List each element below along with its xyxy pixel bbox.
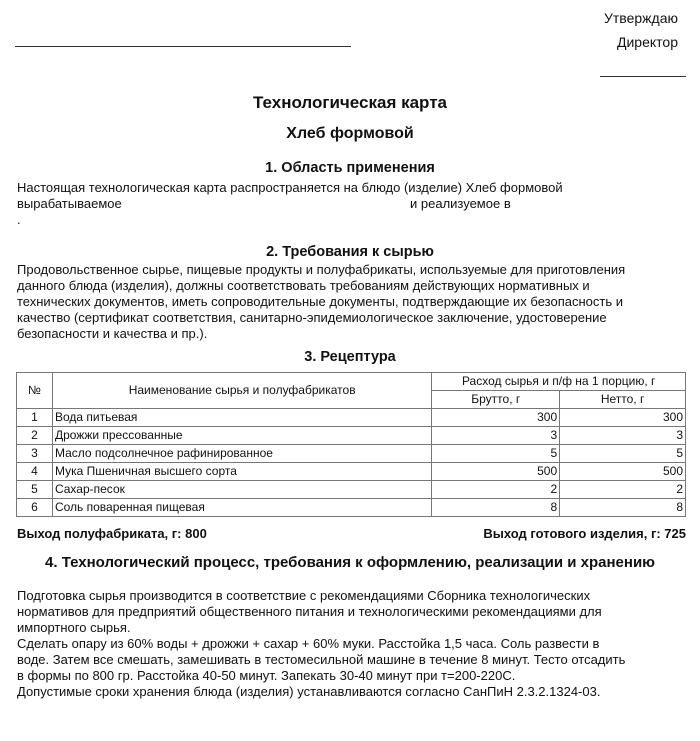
section-2-text: технических документов, иметь сопроводительные документы, подтверждающие их безопасность и	[17, 294, 623, 309]
director-label: Директор	[617, 34, 678, 50]
row-gross: 2	[432, 481, 560, 499]
section-1-heading: 1. Область применения	[265, 160, 435, 176]
row-gross: 5	[432, 445, 560, 463]
section-1-text: .	[17, 212, 21, 227]
row-gross: 300	[432, 409, 560, 427]
table-row	[17, 445, 686, 463]
row-num: 3	[17, 445, 53, 463]
yield-semi: Выход полуфабриката, г: 800	[17, 526, 207, 541]
row-name: Мука Пшеничная высшего сорта	[52, 463, 431, 481]
header-num: №	[17, 373, 53, 409]
row-num: 2	[17, 427, 53, 445]
section-4-text: импортного сырья.	[17, 620, 131, 635]
table-row	[17, 481, 686, 499]
header-name: Наименование сырья и полуфабрикатов	[52, 373, 431, 409]
section-4-text: Подготовка сырья производится в соответствие с рекомендациями Сборника технологических	[17, 588, 591, 603]
document-subtitle: Хлеб формовой	[286, 125, 414, 142]
header-net: Нетто, г	[560, 391, 686, 409]
recipe-table	[16, 372, 686, 517]
approve-label: Утверждаю	[604, 10, 678, 26]
row-gross: 500	[432, 463, 560, 481]
row-net: 8	[560, 499, 686, 517]
section-4-text: нормативов для предприятий общественного питания и технологическими рекомендациями для	[17, 604, 602, 619]
row-name: Вода питьевая	[52, 409, 431, 427]
table-row	[17, 499, 686, 517]
document-title: Технологическая карта	[252, 93, 447, 112]
section-1-text: Настоящая технологическая карта распространяется на блюдо (изделие) Хлеб формовой	[17, 180, 563, 195]
row-name: Соль поваренная пищевая	[52, 499, 431, 517]
section-2-text: качество (сертификат соответствия, санитарно-эпидемиологическое заключение, удостоверение	[17, 310, 607, 325]
row-net: 5	[560, 445, 686, 463]
table-row	[17, 409, 686, 427]
row-net: 500	[560, 463, 686, 481]
section-3-heading: 3. Рецептура	[304, 349, 396, 365]
header-usage: Расход сырья и п/ф на 1 порцию, г	[432, 373, 686, 391]
section-2-text: Продовольственное сырье, пищевые продукты и полуфабрикаты, используемые для приготовления	[17, 262, 626, 277]
section-4-text: Сделать опару из 60% воды + дрожжи + сахар + 60% муки. Расстойка 1,5 часа. Соль развести в	[17, 636, 600, 651]
row-gross: 8	[432, 499, 560, 517]
yield-final: Выход готового изделия, г: 725	[483, 526, 686, 541]
row-num: 4	[17, 463, 53, 481]
row-gross: 3	[432, 427, 560, 445]
row-net: 300	[560, 409, 686, 427]
row-name: Дрожжи прессованные	[52, 427, 431, 445]
section-2-text: данного блюда (изделия), должны соответствовать требованиям действующих нормативных и	[17, 278, 590, 293]
section-4-text: воде. Затем все смешать, замешивать в тестомесильной машине в течение 8 минут. Тесто отсадить	[17, 652, 626, 667]
header-gross: Брутто, г	[432, 391, 560, 409]
row-num: 1	[17, 409, 53, 427]
section-4-text: Допустимые сроки хранения блюда (изделия) устанавливаются согласно СанПиН 2.3.2.1324-03.	[17, 684, 601, 699]
table-row	[17, 427, 686, 445]
table-row	[17, 463, 686, 481]
row-name: Масло подсолнечное рафинированное	[52, 445, 431, 463]
table-header-row	[17, 373, 686, 391]
signature-line-left	[15, 46, 351, 47]
row-net: 2	[560, 481, 686, 499]
section-1-text: и реализуемое в	[410, 196, 511, 211]
section-2-text: безопасности и качества и пр.).	[17, 326, 208, 341]
row-net: 3	[560, 427, 686, 445]
signature-line-director	[600, 76, 686, 77]
row-name: Сахар-песок	[52, 481, 431, 499]
row-num: 5	[17, 481, 53, 499]
section-4-text: в формы по 800 гр. Расстойка 40-50 минут. Запекать 30-40 минут при т=200-220С.	[17, 668, 516, 683]
section-2-heading: 2. Требования к сырью	[266, 244, 434, 260]
row-num: 6	[17, 499, 53, 517]
section-1-text: вырабатываемое	[17, 196, 122, 211]
section-4-heading: 4. Технологический процесс, требования к оформлению, реализации и хранению	[45, 554, 655, 571]
